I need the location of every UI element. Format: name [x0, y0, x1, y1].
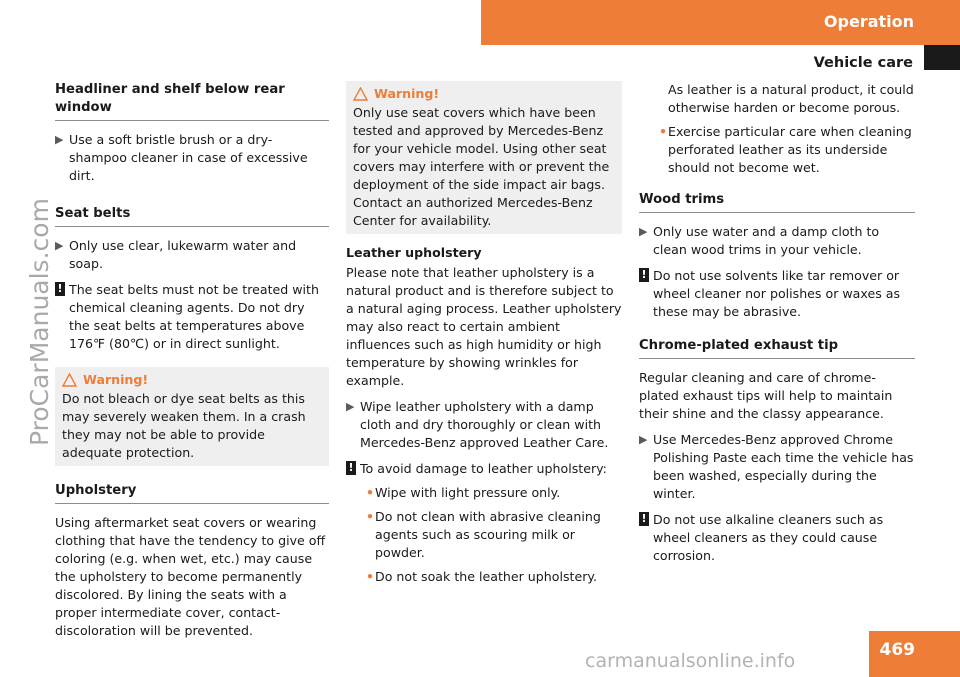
exclamation-icon: ! [639, 512, 649, 526]
exclamation-icon: ! [55, 282, 65, 296]
caution-note [639, 511, 915, 565]
warning-text: Only use seat covers which have been tested and approved by Mercedes-Benz for your vehicle model. Using other seat covers may interfere with or prevent the deployment of the side impact air bags. Contact an authorized Mercedes-Benz Center for availability. [353, 105, 610, 228]
headliner-heading: Headliner and shelf below rear window [55, 81, 329, 121]
step-arrow-icon: ▶ [346, 400, 355, 413]
warning-text: Do not bleach or dye seat belts as this may severely weaken them. In a crash they may not be able to provide adequate protection. [62, 391, 306, 460]
column-1 [55, 81, 329, 648]
step-arrow-icon: ▶ [55, 239, 64, 252]
caution-note [55, 281, 329, 353]
note-text: Do not use alkaline cleaners such as wheel cleaners as they could cause corrosion. [653, 512, 884, 563]
header-section-tab [481, 0, 960, 45]
step-arrow-icon: ▶ [639, 433, 648, 446]
wood-trims-heading: Wood trims [639, 191, 915, 213]
caution-note [346, 460, 622, 478]
column-2 [346, 81, 622, 592]
chrome-exhaust-heading: Chrome-plated exhaust tip [639, 337, 915, 359]
list-item: • Wipe with light pressure only. [366, 485, 561, 500]
instruction-step [55, 131, 329, 185]
instruction-step [346, 398, 622, 452]
list-item: • Exercise particular care when cleaning perforated leather as its underside should not become wet. [659, 124, 912, 175]
chrome-paragraph: Regular cleaning and care of chrome-plated exhaust tips will help to maintain their shine and the classy appearance. [639, 370, 893, 421]
instruction-step [55, 237, 329, 273]
warning-box [346, 81, 622, 234]
instruction-step [639, 431, 915, 503]
bullet-dot-icon: • [366, 509, 375, 524]
step-arrow-icon: ▶ [639, 225, 648, 238]
page-number-tab [869, 631, 960, 677]
instruction-step [639, 223, 915, 259]
page-number: 469 [879, 640, 915, 660]
leather-paragraph: Please note that leather upholstery is a natural product and is therefore subject to a natural aging process. Leather upholstery may also react to certain ambient influences such as high humidity or high temperature by showing wrinkles for example. [346, 265, 622, 388]
bottom-watermark: carmanualsonline.info [585, 650, 796, 672]
exclamation-icon: ! [346, 461, 356, 475]
leather-heading: Leather upholstery [346, 245, 482, 260]
bullet-dot-icon: • [366, 569, 375, 584]
warning-triangle-icon [353, 87, 368, 101]
subsection-title: Vehicle care [813, 55, 913, 71]
step-text: Use a soft bristle brush or a dry-shampoo cleaner in case of excessive dirt. [69, 132, 308, 183]
step-text: Wipe leather upholstery with a damp cloth and dry thoroughly or clean with Mercedes-Benz approved Leather Care. [360, 399, 609, 450]
step-text: Only use clear, lukewarm water and soap. [69, 238, 297, 271]
note-text: Do not use solvents like tar remover or wheel cleaner nor polishes or waxes as these may be abrasive. [653, 268, 901, 319]
seatbelts-heading: Seat belts [55, 205, 329, 227]
warning-title: Warning! [353, 85, 616, 103]
list-item: • Do not clean with abrasive cleaning agents such as scouring milk or powder. [366, 509, 601, 560]
list-item: • Do not soak the leather upholstery. [366, 569, 598, 584]
note-text: To avoid damage to leather upholstery: [360, 461, 607, 476]
note-text: The seat belts must not be treated with chemical cleaning agents. Do not dry the seat belts at temperatures above 176℉ (80℃) or in direct sunlight. [69, 282, 319, 351]
step-text: Only use water and a damp cloth to clean wood trims in your vehicle. [653, 224, 880, 257]
bullet-dot-icon: • [366, 485, 375, 500]
exclamation-icon: ! [639, 268, 649, 282]
warning-title: Warning! [62, 371, 323, 389]
upholstery-paragraph: Using aftermarket seat covers or wearing clothing that have the tendency to give off coloring (e.g. when wet, etc.) may cause the upholstery to become permanently discolored. By lining the seats with a proper intermediate cover, contact-discoloration will be prevented. [55, 515, 326, 638]
side-watermark: ProCarManuals.com [25, 198, 54, 446]
step-arrow-icon: ▶ [55, 133, 64, 146]
warning-triangle-icon [62, 373, 77, 387]
column-3 [639, 81, 915, 573]
section-title: Operation [823, 12, 914, 31]
continued-paragraph: As leather is a natural product, it could otherwise harden or become porous. [668, 82, 914, 115]
upholstery-heading: Upholstery [55, 482, 329, 504]
bullet-dot-icon: • [659, 124, 668, 139]
caution-note [639, 267, 915, 321]
header-thumb-marker [924, 45, 960, 70]
step-text: Use Mercedes-Benz approved Chrome Polishing Paste each time the vehicle has been washed, especially during the winter. [653, 432, 914, 501]
warning-box [55, 367, 329, 466]
